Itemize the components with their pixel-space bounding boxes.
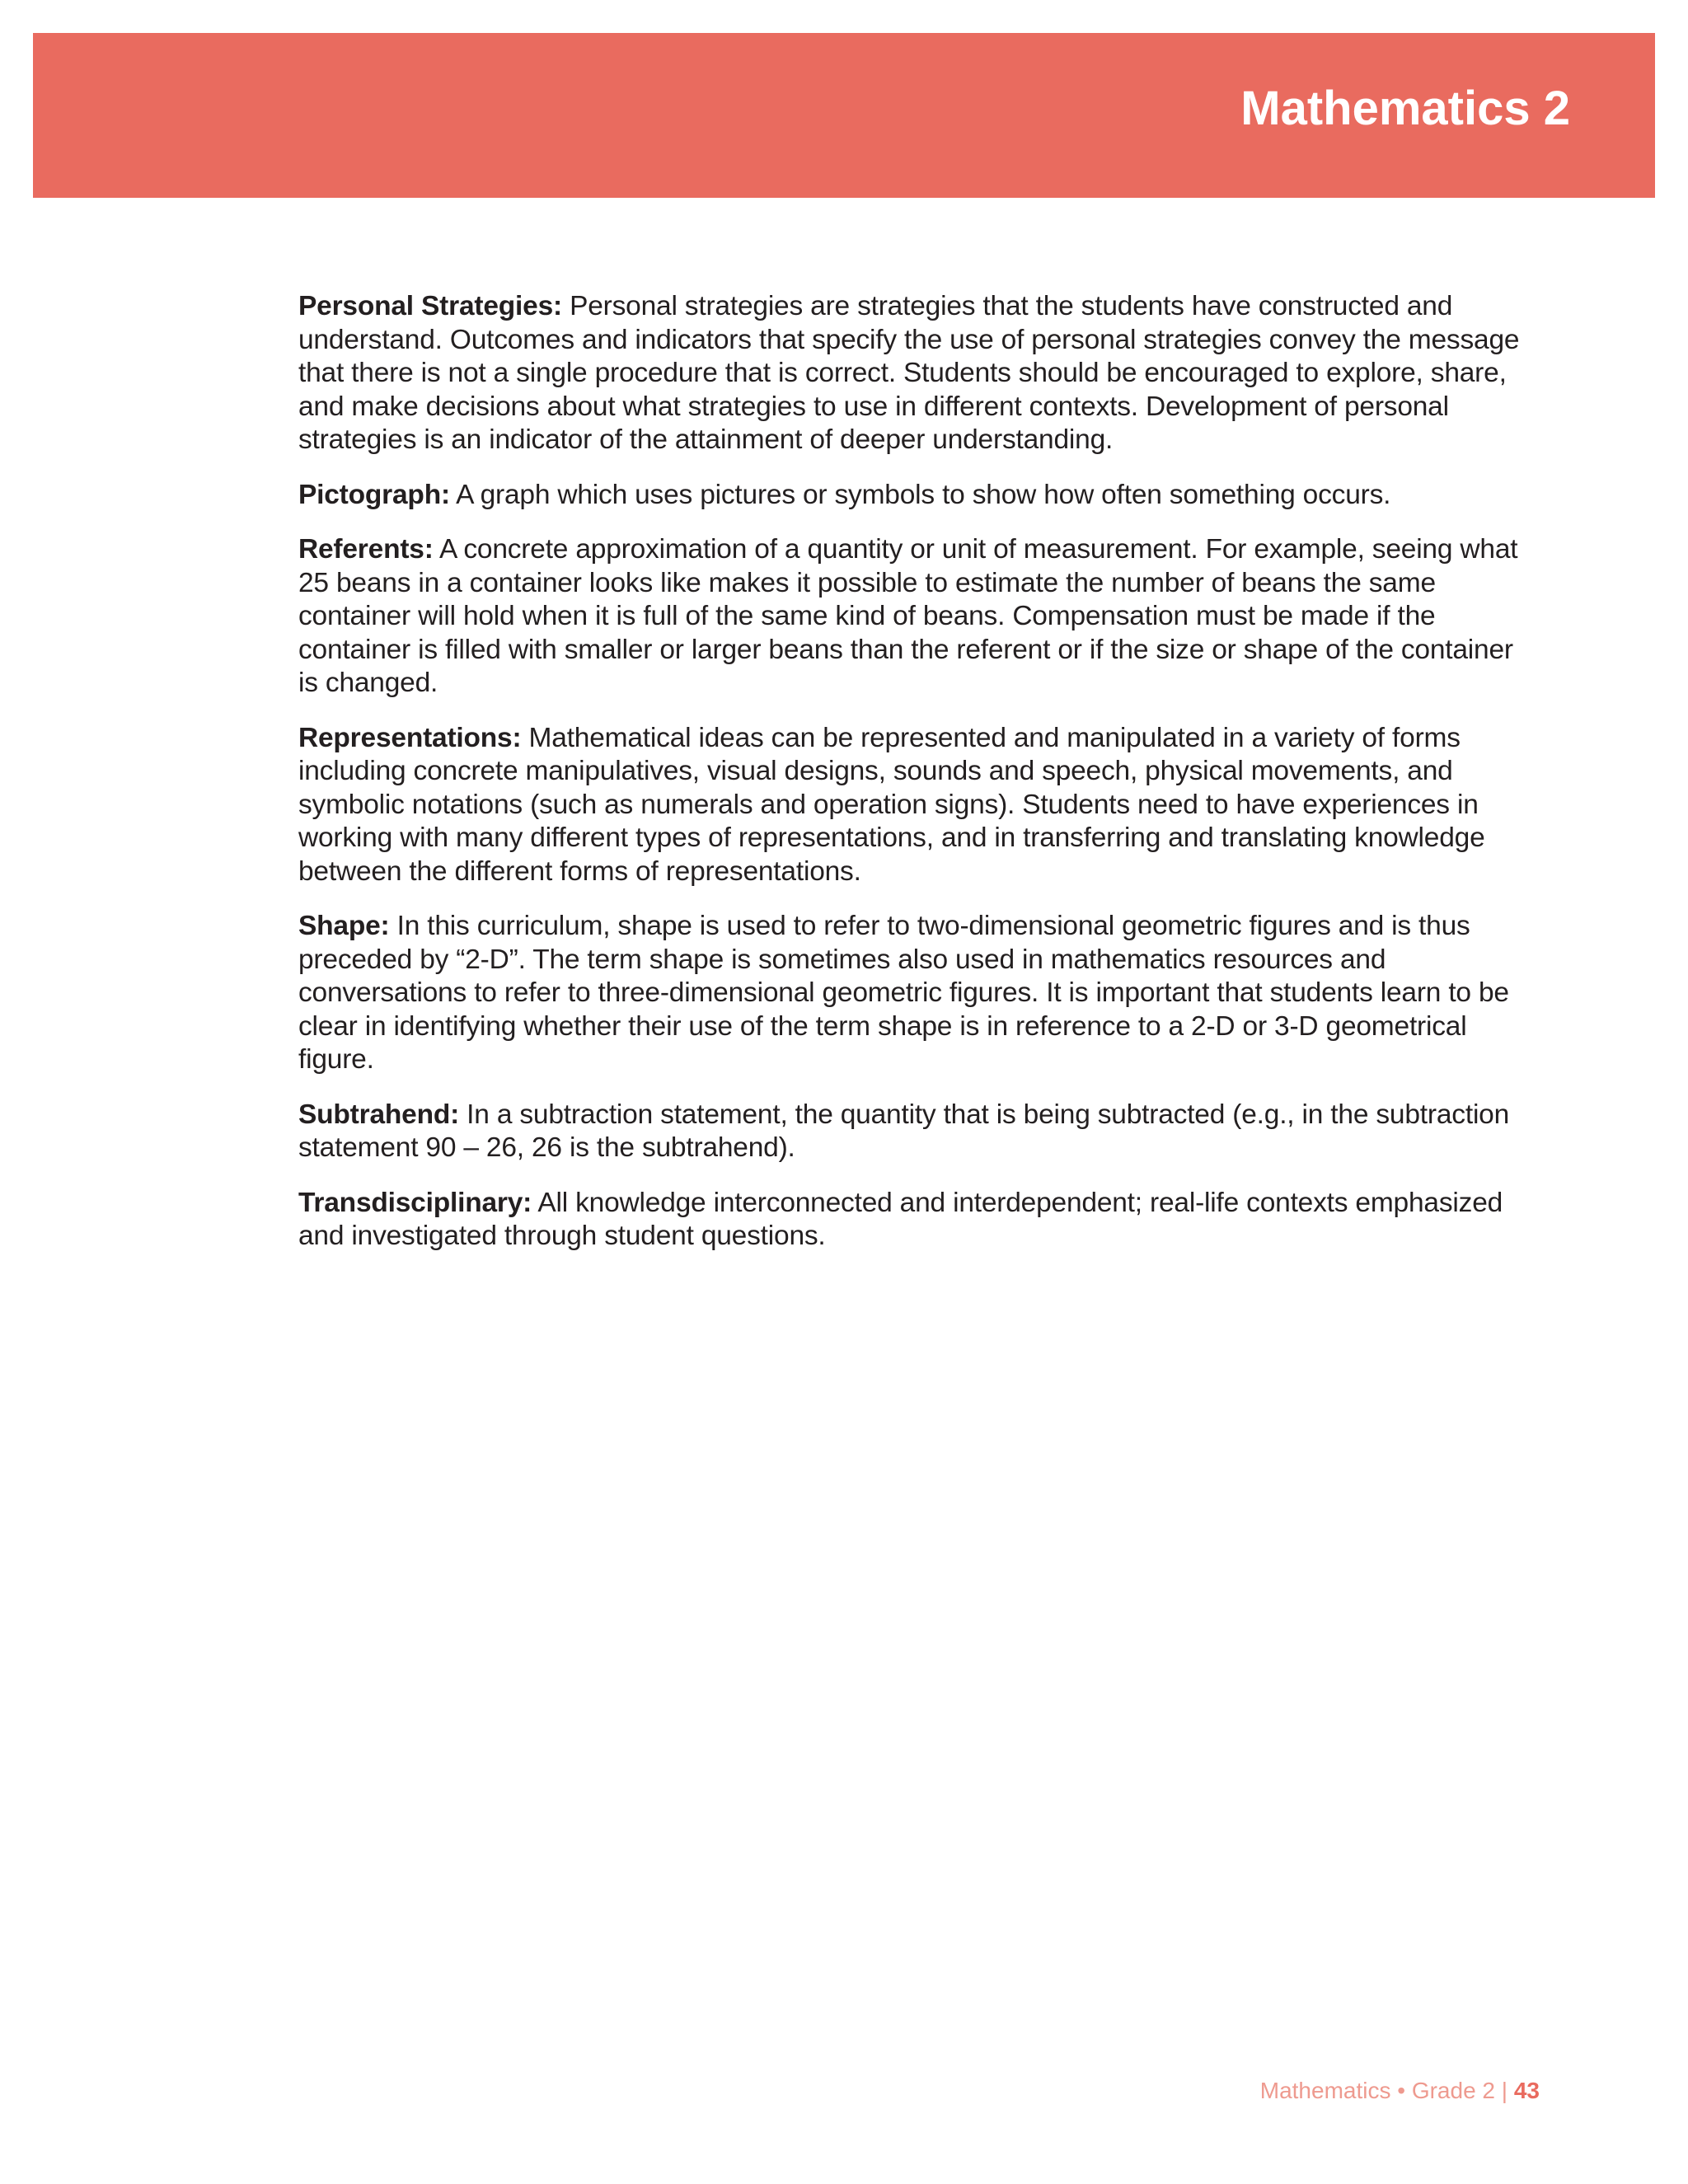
footer-separator: | xyxy=(1501,2078,1508,2103)
glossary-definition: In a subtraction statement, the quantity that is being subtracted (e.g., in the subtraction statement 90 – 26, 26 is the subtrahend). xyxy=(298,1099,1510,1163)
page-number: 43 xyxy=(1513,2078,1540,2103)
glossary-term: Personal Strategies: xyxy=(298,291,562,321)
glossary-definition: Mathematical ideas can be represented and manipulated in a variety of forms including concrete manipulatives, visual designs, sounds and speech, physical movements, and symbolic notations (such as numerals and operation signs). Students need to have experiences in working with many different types of representations, and in transferring and translating knowledge between the different forms of representations. xyxy=(298,722,1485,887)
glossary-definition: A graph which uses pictures or symbols to show how often something occurs. xyxy=(449,479,1391,510)
glossary-content xyxy=(298,290,1526,1275)
glossary-definition: A concrete approximation of a quantity or unit of measurement. For example, seeing what 25 beans in a container looks like makes it possible to estimate the number of beans the same container will hold when it is full of the same kind of beans. Compensation must be made if the container is filled with smaller or larger beans than the referent or if the size or shape of the container is changed. xyxy=(298,534,1518,698)
page-title: Mathematics 2 xyxy=(1240,82,1570,135)
glossary-entry-personal-strategies xyxy=(298,290,1526,457)
page-footer xyxy=(1260,2078,1540,2104)
glossary-entry-shape xyxy=(298,910,1526,1077)
glossary-definition: Personal strategies are strategies that the students have constructed and understand. Outcomes and indicators that specify the use of personal strategies convey the message that there is not a single procedure that is correct. Students should be encouraged to explore, share, and make decisions about what strategies to use in different contexts. Development of personal strategies is an indicator of the attainment of deeper understanding. xyxy=(298,291,1520,455)
glossary-entry-transdisciplinary xyxy=(298,1187,1526,1254)
glossary-term: Transdisciplinary: xyxy=(298,1187,532,1218)
glossary-term: Shape: xyxy=(298,911,390,941)
glossary-term: Subtrahend: xyxy=(298,1099,460,1130)
glossary-term: Pictograph: xyxy=(298,479,450,510)
glossary-definition: In this curriculum, shape is used to refer to two-dimensional geometric figures and is thus preceded by “2-D”. The term shape is sometimes also used in mathematics resources and conversations to refer to three-dimensional geometric figures. It is important that students learn to be clear in identifying whether their use of the term shape is in reference to a 2-D or 3-D geometrical figure. xyxy=(298,911,1509,1075)
footer-subject: Mathematics • Grade 2 xyxy=(1259,2078,1495,2103)
glossary-term: Referents: xyxy=(298,534,434,565)
glossary-entry-representations xyxy=(298,722,1526,889)
glossary-term: Representations: xyxy=(298,722,522,753)
glossary-entry-subtrahend xyxy=(298,1099,1526,1165)
glossary-definition: All knowledge interconnected and interdependent; real-life contexts emphasized and investigated through student questions. xyxy=(298,1187,1503,1251)
glossary-entry-pictograph xyxy=(298,479,1526,513)
glossary-entry-referents xyxy=(298,533,1526,701)
